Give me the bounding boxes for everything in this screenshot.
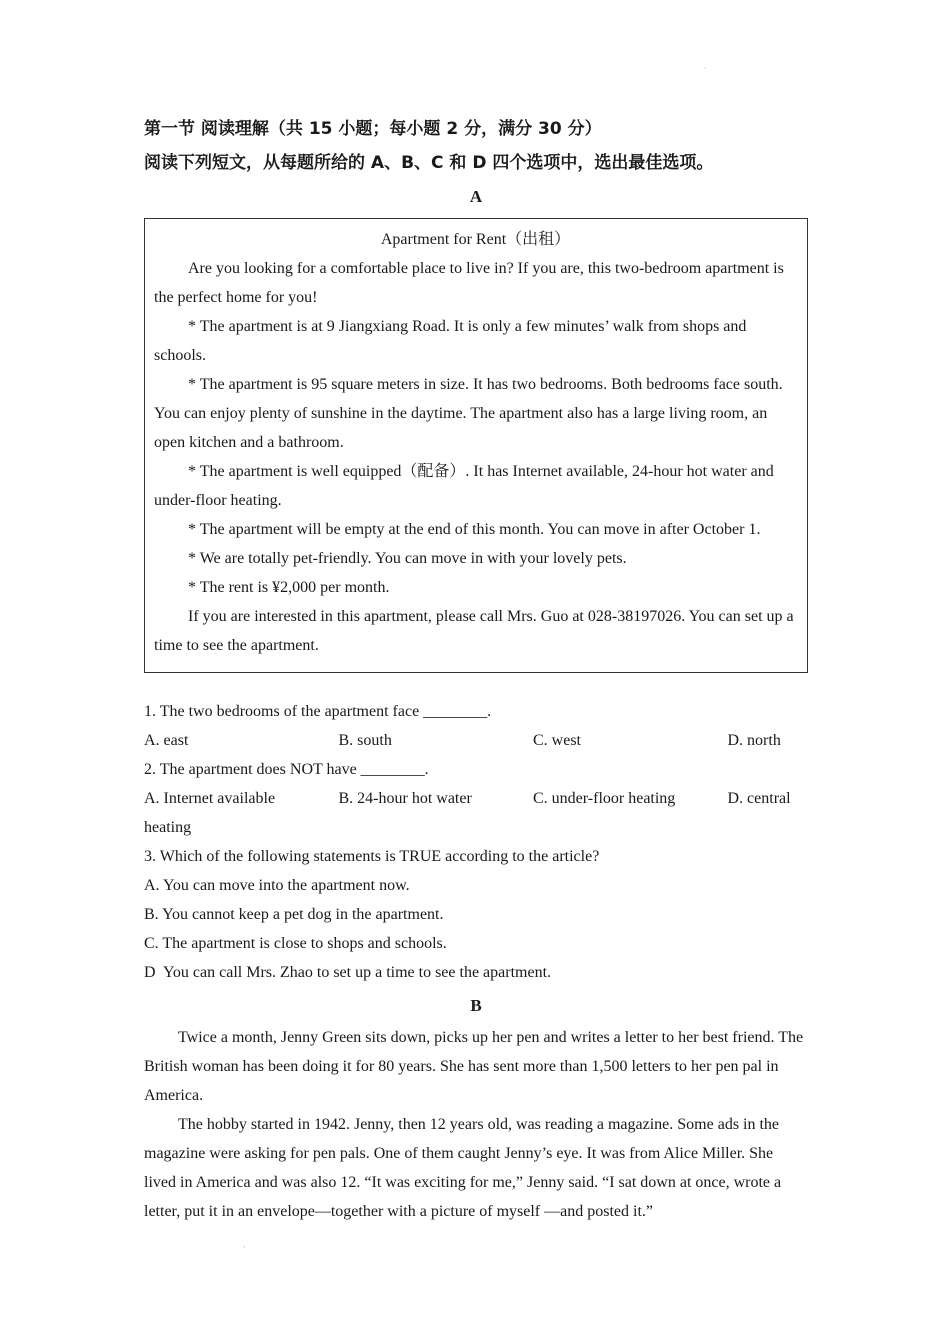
option-d: D You can call Mrs. Zhao to set up a time to see the apartment. bbox=[144, 964, 552, 981]
passage-a-label: A bbox=[469, 187, 483, 206]
scan-dot-top: · bbox=[704, 64, 707, 73]
passage-b-label: B bbox=[470, 996, 482, 1015]
ad-paragraph: Are you looking for a comfortable place to live in? If you are, this two-bedroom apartment is the perfect home for you! bbox=[154, 260, 784, 306]
option-c: C. west bbox=[533, 732, 581, 749]
option-b: B. 24-hour hot water bbox=[338, 790, 472, 807]
passage-b-paragraph: Twice a month, Jenny Green sits down, picks up her pen and writes a letter to her best friend. The British woman has been doing it for 80 years. She has sent more than 1,500 letters to her pen pal in America. bbox=[144, 1029, 804, 1104]
option-b: B. south bbox=[338, 732, 392, 749]
instructions: 阅读下列短文，从每题所给的 A、B、C 和 D 四个选项中，选出最佳选项。 bbox=[144, 153, 714, 173]
question-3-stem: 3. Which of the following statements is TRUE according to the article? bbox=[144, 848, 600, 865]
apartment-ad-box bbox=[144, 218, 808, 673]
question-2-options bbox=[144, 784, 808, 813]
option-c: C. under-floor heating bbox=[533, 790, 676, 807]
question-2-stem: 2. The apartment does NOT have ________. bbox=[144, 761, 429, 778]
option-a: A. Internet available bbox=[144, 790, 276, 807]
question-1-options bbox=[144, 726, 808, 755]
section-heading: 第一节 阅读理解（共 15 小题；每小题 2 分，满分 30 分） bbox=[144, 119, 602, 139]
ad-paragraph: * The apartment will be empty at the end of this month. You can move in after October 1. bbox=[188, 521, 761, 538]
ad-paragraph: * The apartment is at 9 Jiangxiang Road. It is only a few minutes’ walk from shops and schools. bbox=[154, 318, 747, 364]
option-a: A. You can move into the apartment now. bbox=[144, 877, 410, 894]
ad-paragraph: * The apartment is 95 square meters in size. It has two bedrooms. Both bedrooms face south. You can enjoy plenty of sunshine in the daytime. The apartment also has a large living room, an open kitchen and a bathroom. bbox=[154, 376, 783, 451]
passage-b-paragraph: The hobby started in 1942. Jenny, then 12 years old, was reading a magazine. Some ads in the magazine were asking for pen pals. One of them caught Jenny’s eye. It was from Alice Miller. She lived in America and was also 12. “It was exciting for me,” Jenny said. “I sat down at once, wrote a letter, put it in an envelope—together with a picture of myself —and posted it.” bbox=[144, 1116, 782, 1220]
option-c: C. The apartment is close to shops and schools. bbox=[144, 935, 447, 952]
exam-page bbox=[144, 112, 808, 1226]
scan-dot-bottom: · bbox=[243, 1243, 246, 1252]
ad-paragraph: * The rent is ¥2,000 per month. bbox=[188, 579, 390, 596]
ad-paragraph: * We are totally pet-friendly. You can move in with your lovely pets. bbox=[188, 550, 627, 567]
option-d: D. north bbox=[727, 732, 781, 749]
option-d: D. central bbox=[727, 790, 791, 807]
ad-paragraph: * The apartment is well equipped（配备）. It has Internet available, 24-hour hot water and under-floor heating. bbox=[154, 463, 774, 509]
option-b: B. You cannot keep a pet dog in the apartment. bbox=[144, 906, 444, 923]
ad-title: Apartment for Rent（出租） bbox=[380, 231, 571, 248]
option-d-wrap: heating bbox=[144, 819, 192, 836]
question-1-stem: 1. The two bedrooms of the apartment face ________. bbox=[144, 703, 492, 720]
passage-b bbox=[144, 1023, 808, 1226]
question-list bbox=[144, 697, 808, 987]
ad-paragraph: If you are interested in this apartment, please call Mrs. Guo at 028-38197026. You can set up a time to see the apartment. bbox=[154, 608, 794, 654]
option-a: A. east bbox=[144, 732, 189, 749]
